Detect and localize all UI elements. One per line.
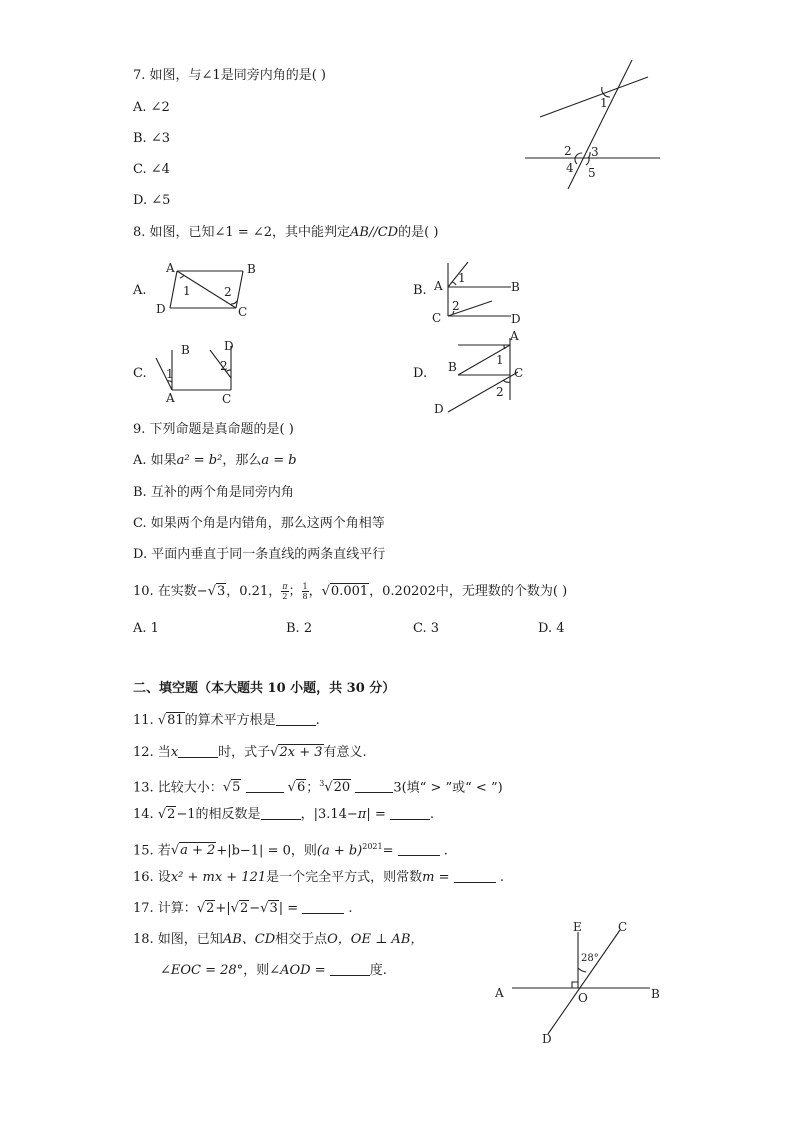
- q8d-label-2: 2: [496, 385, 504, 399]
- q10-option-a: A. 1: [133, 621, 159, 636]
- q7-option-c: C. ∠4: [133, 162, 170, 177]
- q8-option-d: D.: [413, 366, 428, 381]
- q12-blank[interactable]: [178, 745, 218, 758]
- q8a-label-C: C: [238, 305, 248, 319]
- q8d-label-D: D: [434, 402, 444, 416]
- q8d-label-C: C: [514, 366, 524, 380]
- q7-label-2: 2: [564, 144, 572, 158]
- q18-label-B: B: [651, 987, 660, 1001]
- q18-label-E: E: [573, 920, 582, 934]
- q8a-label-A: A: [166, 261, 175, 275]
- q8c-label-D: D: [224, 339, 234, 353]
- q8-stem: 8. 如图，已知∠1 = ∠2，其中能判定AB//CD的是( ): [133, 225, 439, 240]
- q8b-label-1: 1: [458, 271, 466, 285]
- q8b-label-D: D: [511, 312, 521, 326]
- q7-figure: [520, 55, 670, 195]
- q7-label-5: 5: [588, 166, 596, 180]
- q9-option-d: D. 平面内垂直于同一条直线的两条直线平行: [133, 547, 386, 562]
- q8c-label-1: 1: [166, 367, 174, 381]
- q8c-label-C: C: [222, 392, 232, 406]
- q18-label-D: D: [542, 1032, 552, 1046]
- q8a-label-2: 2: [224, 285, 232, 299]
- q8a-label-B: B: [247, 262, 256, 276]
- q18-label-A: A: [495, 986, 504, 1000]
- q8-figure-b: [428, 258, 538, 330]
- q8c-label-B: B: [181, 343, 190, 357]
- q18-label-O: O: [578, 991, 588, 1005]
- q8-figure-a: [150, 258, 260, 320]
- q9-option-c: C. 如果两个角是内错角，那么这两个角相等: [133, 516, 385, 531]
- q17-blank[interactable]: [302, 901, 344, 914]
- q13-blank-1[interactable]: [246, 780, 284, 793]
- q8b-label-A: A: [434, 279, 443, 293]
- q18-line-2: ∠EOC = 28°，则∠AOD = 度.: [160, 963, 387, 978]
- q8d-label-A: A: [510, 329, 519, 343]
- q13: 13. 比较大小：√5 √6；$^3$√20 3(填“ > ”或“ < ”): [133, 779, 503, 796]
- q14: 14. √2−1的相反数是 ，|3.14−π| = .: [133, 807, 435, 822]
- section-2-heading: 二、填空题（本大题共 10 小题，共 30 分）: [133, 681, 396, 696]
- q8b-label-B: B: [511, 280, 520, 294]
- q11-blank[interactable]: [276, 713, 316, 726]
- q14-blank-1[interactable]: [261, 807, 301, 820]
- q7-option-d: D. ∠5: [133, 193, 171, 208]
- q18-blank[interactable]: [330, 963, 370, 976]
- q8-figure-d: [430, 328, 540, 418]
- q8-option-c: C.: [133, 366, 147, 381]
- q8d-label-1: 1: [496, 353, 504, 367]
- q15-blank[interactable]: [398, 843, 440, 856]
- q7-option-a: A. ∠2: [133, 100, 170, 115]
- q8-option-a: A.: [133, 283, 147, 298]
- q8-figure-c: [150, 338, 250, 406]
- q7-label-1: 1: [600, 96, 608, 110]
- q14-blank-2[interactable]: [390, 807, 430, 820]
- q10-option-d: D. 4: [538, 621, 565, 636]
- q8a-label-D: D: [156, 302, 166, 316]
- q8-option-b: B.: [413, 283, 427, 298]
- q8a-label-1: 1: [183, 284, 191, 298]
- q7-option-b: B. ∠3: [133, 131, 170, 146]
- q18-line-1: 18. 如图，已知AB、CD相交于点O，OE ⊥ AB，: [133, 932, 424, 947]
- q8c-label-2: 2: [220, 359, 228, 373]
- q18-label-28: 28°: [581, 953, 599, 964]
- q13-blank-2[interactable]: [355, 780, 393, 793]
- q7-stem: 7. 如图，与∠1是同旁内角的是( ): [133, 68, 326, 83]
- q9-option-b: B. 互补的两个角是同旁内角: [133, 485, 294, 500]
- q8c-label-A: A: [166, 391, 175, 405]
- q17: 17. 计算：√2+|√2−√3| = .: [133, 901, 353, 916]
- q8b-label-2: 2: [452, 299, 460, 313]
- q9-stem: 9. 下列命题是真命题的是( ): [133, 422, 294, 437]
- q10-stem: 10. 在实数−√3，0.21， $\frac{\pi}{2}$ ； $\frac{1}{8}$ ，√0.001，0.20202中，无理数的个数为( ): [133, 582, 568, 601]
- q16: 16. 设x² + mx + 121是一个完全平方式，则常数m = .: [133, 870, 504, 885]
- q8b-label-C: C: [432, 311, 442, 325]
- q7-label-4: 4: [566, 161, 574, 175]
- q8d-label-B: B: [448, 360, 457, 374]
- q7-label-3: 3: [591, 145, 599, 159]
- q15: 15. 若√a + 2+|b−1| = 0，则$(a + b)^{2021}=$ .: [133, 842, 448, 859]
- q16-blank[interactable]: [454, 870, 496, 883]
- q10-option-c: C. 3: [413, 621, 440, 636]
- q10-option-b: B. 2: [286, 621, 313, 636]
- q11: 11. √81的算术平方根是 .: [133, 713, 320, 728]
- q18-figure: [490, 918, 670, 1048]
- q18-label-C: C: [618, 920, 628, 934]
- q9-option-a: A. 如果a² = b²，那么a = b: [133, 453, 297, 468]
- q12: 12. 当x 时，式子√2x + 3有意义.: [133, 745, 367, 760]
